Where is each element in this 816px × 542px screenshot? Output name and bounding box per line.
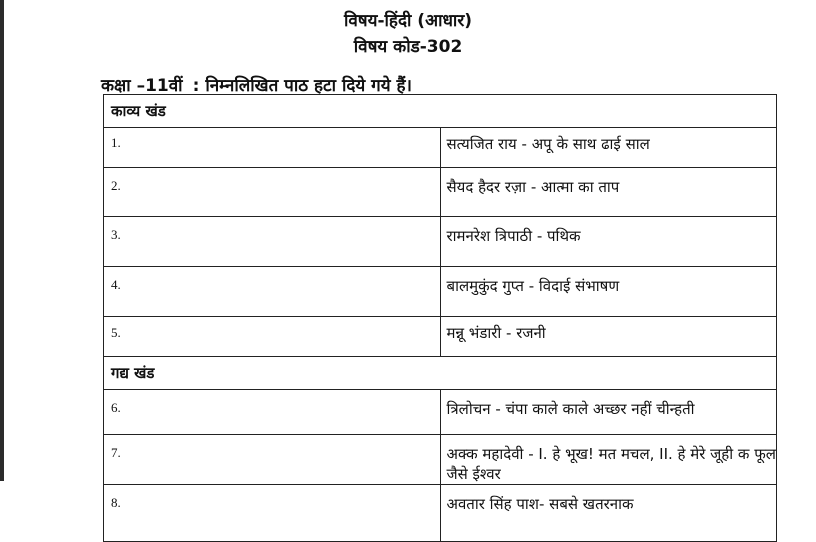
table-row: [104, 217, 777, 267]
row-text: सैयद हैदर रज़ा - आत्मा का ताप: [440, 168, 777, 217]
heading-colon: :: [192, 76, 200, 96]
removed-lessons-table: [103, 94, 777, 542]
table-row: [104, 390, 777, 435]
row-text: रामनरेश त्रिपाठी - पथिक: [440, 217, 777, 267]
row-number: 3.: [104, 217, 441, 267]
row-text: बालमुकुंद गुप्त - विदाई संभाषण: [440, 267, 777, 317]
row-number: 7.: [104, 435, 441, 485]
section-title: काव्य खंड: [104, 95, 777, 128]
row-text: सत्यजित राय - अपू के साथ ढाई साल: [440, 128, 777, 168]
row-text: मन्नू भंडारी - रजनी: [440, 317, 777, 357]
row-text: अवतार सिंह पाश- सबसे खतरनाक: [440, 485, 777, 542]
table-row: [104, 168, 777, 217]
row-number: 8.: [104, 485, 441, 542]
table-row: [104, 435, 777, 485]
class-label: कक्षा –11वीं: [101, 76, 183, 96]
subject-title: विषय-हिंदी (आधार): [343, 11, 473, 31]
row-number: 6.: [104, 390, 441, 435]
section-header-row: [104, 95, 777, 128]
removed-notice: निम्नलिखित पाठ हटा दिये गये हैं।: [205, 76, 412, 96]
left-border: [0, 0, 4, 481]
row-number: 5.: [104, 317, 441, 357]
class-heading: [101, 73, 412, 96]
row-number: 4.: [104, 267, 441, 317]
subject-code: विषय कोड-302: [353, 37, 463, 57]
table-row: [104, 128, 777, 168]
row-text: अक्क महादेवी - I. हे भूख! मत मचल, II. हे मेरे जूही क फूल जैसे ईश्वर: [440, 435, 777, 485]
row-number: 1.: [104, 128, 441, 168]
row-number: 2.: [104, 168, 441, 217]
section-header-row: [104, 357, 777, 390]
row-text: त्रिलोचन - चंपा काले काले अच्छर नहीं चीन्हती: [440, 390, 777, 435]
table-row: [104, 267, 777, 317]
table-row: [104, 485, 777, 542]
table-row: [104, 317, 777, 357]
section-title: गद्य खंड: [104, 357, 777, 390]
